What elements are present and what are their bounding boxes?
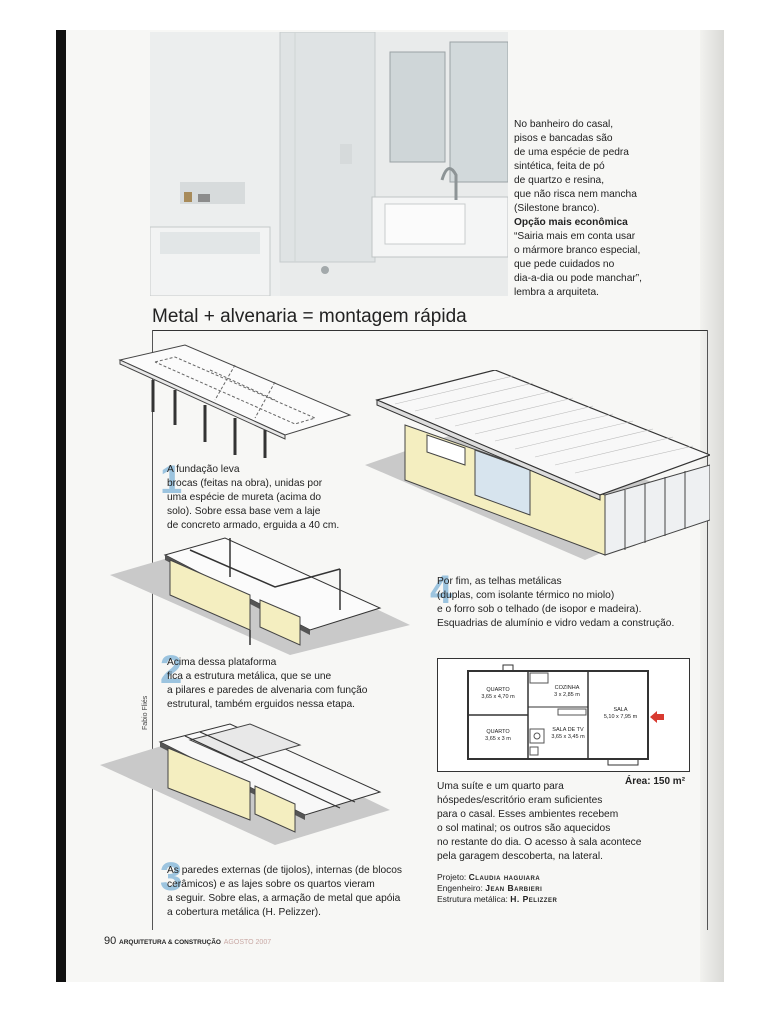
step-line: As paredes externas (de tijolos), internas (de blocos (167, 865, 402, 876)
step-line: a cobertura metálica (H. Pelizzer). (167, 907, 321, 918)
step-line: de concreto armado, erguida a 40 cm. (167, 520, 340, 531)
plan-line: para o casal. Esses ambientes recebem (437, 809, 619, 820)
room-quarto-2 (470, 729, 526, 743)
room-size: 3,65 x 3,45 m (551, 734, 585, 740)
plan-line: Uma suíte e um quarto para (437, 781, 564, 792)
area-label: Área: 150 m² (625, 776, 686, 787)
issue-date: AGOSTO 2007 (223, 939, 272, 946)
step-line: estrutural, também erguidos nessa etapa. (167, 699, 356, 710)
plan-description (437, 780, 641, 864)
step-number: 3 (160, 855, 183, 899)
room-sala (598, 707, 643, 721)
entrance-arrow-icon (650, 711, 664, 723)
credit-line (437, 883, 557, 894)
plan-line: o sol matinal; os outros são aquecidos (437, 823, 611, 834)
step2-text (167, 656, 367, 712)
title-rule (152, 330, 707, 331)
credit-value: H. Pelizzer (510, 894, 558, 904)
step-line: Por fim, as telhas metálicas (437, 576, 562, 587)
caption-quote-line: dia-a-dia ou pode manchar”, (514, 273, 642, 284)
step-line: uma espécie de mureta (acima do (167, 492, 322, 503)
room-name: QUARTO (486, 687, 510, 693)
magazine-name: ARQUITETURA & CONSTRUÇÃO (119, 939, 221, 946)
caption-line: No banheiro do casal, (514, 119, 614, 130)
step-line: (duplas, com isolante térmico no miolo) (437, 590, 615, 601)
step3-text (167, 864, 402, 920)
room-name: COZINHA (554, 685, 580, 691)
step-line: fica a estrutura metálica, que se une (167, 671, 332, 682)
caption-line: sintética, feita de pó (514, 161, 605, 172)
room-size: 3 x 2,85 m (554, 692, 580, 698)
step1-text (167, 463, 339, 533)
room-size: 3,65 x 4,70 m (481, 694, 515, 700)
photo-credit: Fabio Fliés (142, 695, 149, 730)
step-line: A fundação leva (167, 464, 240, 475)
caption-line: de quartzo e resina, (514, 175, 605, 186)
step-line: cerâmicos) e as lajes sobre os quartos vieram (167, 879, 375, 890)
caption-line: de uma espécie de pedra (514, 147, 629, 158)
step-line: e o forro sob o telhado (de isopor e madeira). (437, 604, 642, 615)
page-number: 90 (104, 935, 117, 947)
step-number: 2 (160, 648, 183, 692)
step3-walls-drawing (100, 720, 400, 845)
step2-structure-drawing (110, 535, 420, 655)
room-name: SALA DE TV (552, 727, 584, 733)
caption-line: (Silestone branco). (514, 203, 600, 214)
section-title: Metal + alvenaria = montagem rápida (152, 306, 467, 327)
room-name: SALA (613, 707, 628, 713)
room-cozinha (546, 685, 588, 699)
project-credits (437, 872, 557, 905)
credit-line (437, 894, 557, 905)
caption-quote-line: o mármore branco especial, (514, 245, 641, 256)
floor-plan (437, 658, 690, 772)
step4-text (437, 575, 674, 631)
room-size: 5,10 x 7,95 m (603, 714, 638, 720)
page-folio (104, 935, 271, 947)
step-line: Esquadrias de alumínio e vidro vedam a construção. (437, 618, 675, 629)
caption-quote-line: lembra a arquiteta. (514, 287, 599, 298)
step-number: 1 (160, 458, 183, 502)
caption-line: pisos e bancadas são (514, 133, 613, 144)
credit-label: Estrutura metálica: (437, 894, 508, 904)
step-line: brocas (feitas na obra), unidas por (167, 478, 323, 489)
caption-quote-line: “Sairia mais em conta usar (514, 231, 636, 242)
photo-caption (514, 118, 674, 300)
plan-line: pela garagem descoberta, na lateral. (437, 851, 603, 862)
caption-quote-line: que pede cuidados no (514, 259, 615, 270)
credit-line (437, 872, 557, 883)
caption-line: que não risca nem mancha (514, 189, 637, 200)
bathroom-photo (150, 32, 508, 296)
room-size: 3,65 x 3 m (485, 736, 511, 742)
step1-foundation-drawing (115, 340, 355, 460)
scan-edge (56, 30, 66, 982)
caption-subhead: Opção mais econômica (514, 217, 628, 228)
credit-label: Engenheiro: (437, 883, 483, 893)
credit-value: Jean Barbieri (485, 883, 543, 893)
step-line: solo). Sobre essa base vem a laje (167, 506, 321, 517)
step-number: 4 (430, 568, 453, 612)
bathroom-illustration (150, 32, 508, 296)
plan-line: no restante do dia. O acesso à sala acontece (437, 837, 642, 848)
credit-value: Claudia haguiara (468, 872, 541, 882)
room-name: QUARTO (486, 729, 510, 735)
plan-line: hóspedes/escritório eram suficientes (437, 795, 603, 806)
credit-label: Projeto: (437, 872, 467, 882)
step-line: a seguir. Sobre elas, a armação de metal que apóia (167, 893, 401, 904)
step-line: Acima dessa plataforma (167, 657, 277, 668)
room-sala-de-tv (548, 727, 588, 741)
room-quarto-1 (470, 687, 526, 701)
step-line: a pilares e paredes de alvenaria com função (167, 685, 368, 696)
